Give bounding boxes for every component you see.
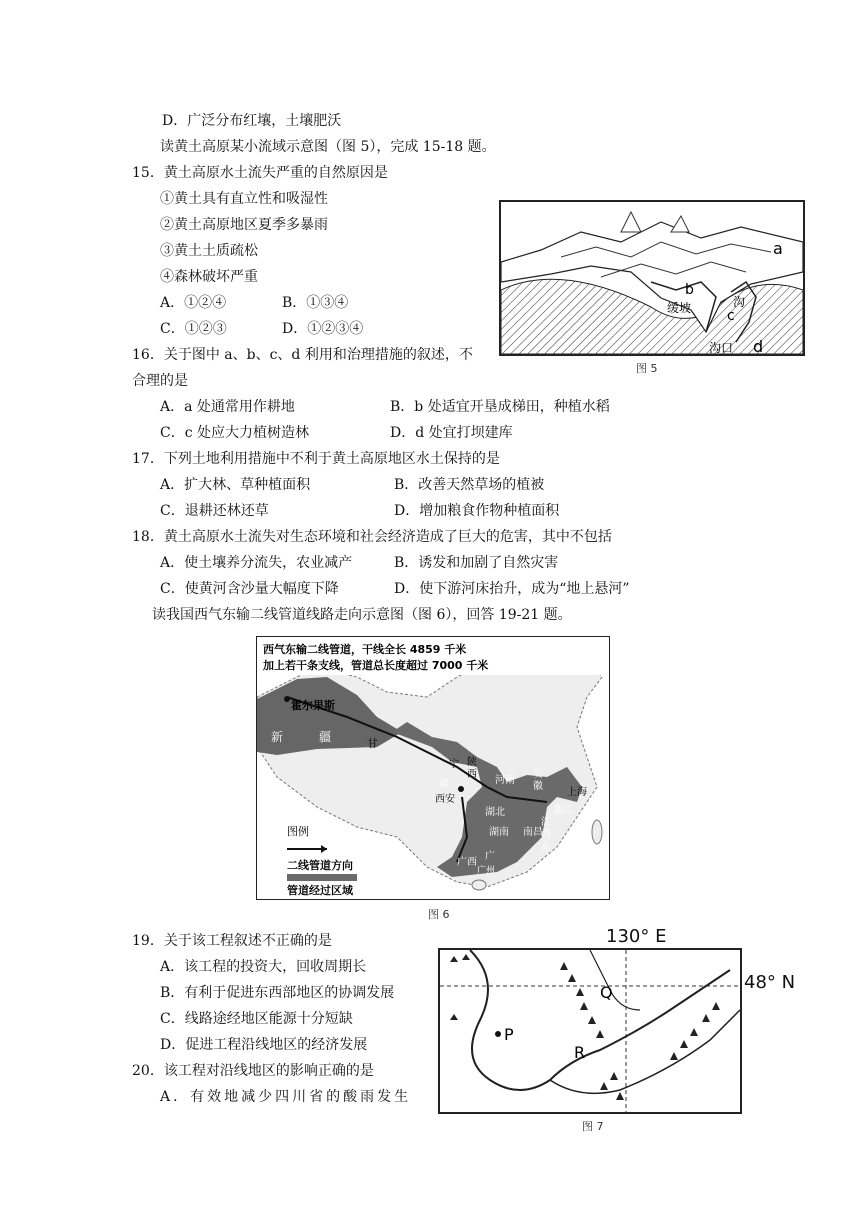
place-dong: 东 <box>541 843 551 854</box>
q15-item-1: ①黄土具有直立性和吸湿性 <box>160 191 328 207</box>
legend-title: 图例 <box>287 825 309 838</box>
intro-15-18: 读黄土高原某小流域示意图（图 5），完成 15-18 题。 <box>160 139 496 155</box>
legend-direction: 二线管道方向 <box>287 859 353 872</box>
q16-option-a: A．a 处通常用作耕地 <box>160 399 295 415</box>
label-b: b <box>685 282 694 298</box>
figure-6-caption: 图 6 <box>428 908 450 921</box>
label-r: R <box>574 1043 586 1062</box>
figure-7-map <box>438 948 742 1114</box>
place-guangxi: 广西 <box>457 857 477 868</box>
place-jiangxi-2: 西 <box>541 829 551 840</box>
figure-6-pipeline-map <box>256 636 610 900</box>
label-c: c <box>727 308 735 324</box>
q17-option-a: A．扩大林、草种植面积 <box>160 477 311 493</box>
place-nanchang: 南昌 <box>523 827 543 838</box>
q19-option-c: C．线路途经地区能源十分短缺 <box>160 1011 353 1027</box>
q16-option-d: D．d 处宜打坝建库 <box>390 425 513 441</box>
q15-stem: 15．黄土高原水土流失严重的自然原因是 <box>132 165 388 181</box>
q15-item-2: ②黄土高原地区夏季多暴雨 <box>160 217 328 233</box>
q16-option-c: C．c 处应大力植树造林 <box>160 425 310 441</box>
q17-option-d: D．增加粮食作物种植面积 <box>394 503 560 519</box>
q16-stem-line2: 合理的是 <box>132 373 188 389</box>
place-ning: 宁 <box>449 759 459 770</box>
q17-option-c: C．退耕还林还草 <box>160 503 269 519</box>
q19-option-a: A．该工程的投资大，回收周期长 <box>160 959 367 975</box>
place-horgos: 霍尔果斯 <box>291 699 335 712</box>
label-a: a <box>773 239 783 258</box>
q19-option-b: B．有利于促进东西部地区的协调发展 <box>160 985 395 1001</box>
q15-item-3: ③黄土土质疏松 <box>160 243 258 259</box>
q18-option-b: B．诱发和加剧了自然灾害 <box>394 555 559 571</box>
regional-map-drawing <box>440 950 740 1112</box>
q16-stem-line1: 16．关于图中 a、b、c、d 利用和治理措施的叙述，不 <box>132 347 473 363</box>
place-jiangxi-1: 江 <box>541 817 551 828</box>
label-slope: 缓坡 <box>667 301 692 315</box>
q18-stem: 18．黄土高原水土流失对生态环境和社会经济造成了巨大的危害，其中不包括 <box>132 529 612 545</box>
fig6-header-line1: 西气东输二线管道，干线全长 4859 千米 <box>263 643 467 656</box>
q19-option-d: D．促进工程沿线地区的经济发展 <box>160 1037 368 1053</box>
q18-option-d: D．使下游河床抬升，成为“地上悬河” <box>394 581 630 597</box>
label-p: P <box>504 1025 514 1044</box>
place-zhejiang: 浙江 <box>553 805 573 816</box>
place-xian: 西安 <box>435 794 455 805</box>
figure-7-lat-label: 48° N <box>744 972 796 993</box>
q20-option-a: A．有效地减少四川省的酸雨发生 <box>160 1089 412 1105</box>
q15-option-b: B．①③④ <box>282 295 349 311</box>
legend-arrow-icon <box>321 845 327 853</box>
place-xi: 西 <box>467 769 477 780</box>
label-gully-mouth: 沟口 <box>709 341 734 354</box>
q15-option-a: A．①②④ <box>160 295 227 311</box>
q15-option-c: C．①②③ <box>160 321 227 337</box>
place-henan: 河南 <box>495 775 515 786</box>
figure-5-loess-watershed <box>499 200 805 356</box>
q18-option-c: C．使黄河含沙量大幅度下降 <box>160 581 339 597</box>
q19-stem: 19．关于该工程叙述不正确的是 <box>132 933 332 949</box>
label-gully: 沟 <box>733 295 746 309</box>
fig6-header-line2: 加上若干条支线，管道总长度超过 7000 千米 <box>263 659 489 672</box>
q20-stem: 20．该工程对沿线地区的影响正确的是 <box>132 1063 374 1079</box>
place-guang: 广 <box>485 851 495 862</box>
place-anhui-2: 徽 <box>533 781 543 792</box>
label-d: d <box>753 337 764 354</box>
intro-19-21: 读我国西气东输二线管道线路走向示意图（图 6），回答 19-21 题。 <box>152 607 572 623</box>
place-hunan: 湖南 <box>489 827 509 838</box>
place-su: 肃 <box>439 779 449 790</box>
q18-option-a: A．使土壤养分流失，农业减产 <box>160 555 353 571</box>
q15-option-d: D．①②③④ <box>282 321 364 337</box>
label-q: Q <box>600 983 613 1002</box>
figure-7-caption: 图 7 <box>582 1120 604 1133</box>
place-hubei: 湖北 <box>485 807 505 818</box>
place-guangzhou: 广州 <box>477 866 496 876</box>
q15-item-4: ④森林破坏严重 <box>160 269 258 285</box>
legend-area-swatch <box>287 874 357 881</box>
loess-watershed-drawing <box>501 202 803 354</box>
china-pipeline-drawing <box>257 637 609 899</box>
q17-stem: 17．下列土地利用措施中不利于黄土高原地区水土保持的是 <box>132 451 500 467</box>
figure-5-caption: 图 5 <box>636 362 658 375</box>
place-shanghai: 上海 <box>567 787 587 798</box>
q17-option-b: B．改善天然草场的植被 <box>394 477 545 493</box>
place-gan: 甘 <box>367 737 378 750</box>
q16-option-b: B．b 处适宜开垦成梯田，种植水稻 <box>390 399 610 415</box>
q14-option-d: D．广泛分布红壤，土壤肥沃 <box>162 113 342 129</box>
legend-area: 管道经过区域 <box>287 884 353 897</box>
figure-7-lon-label: 130° E <box>606 926 667 947</box>
place-shaan: 陕 <box>467 757 477 768</box>
place-jiang: 疆 <box>319 730 332 744</box>
place-xin: 新 <box>271 730 284 744</box>
place-anhui-1: 安 <box>533 769 543 780</box>
